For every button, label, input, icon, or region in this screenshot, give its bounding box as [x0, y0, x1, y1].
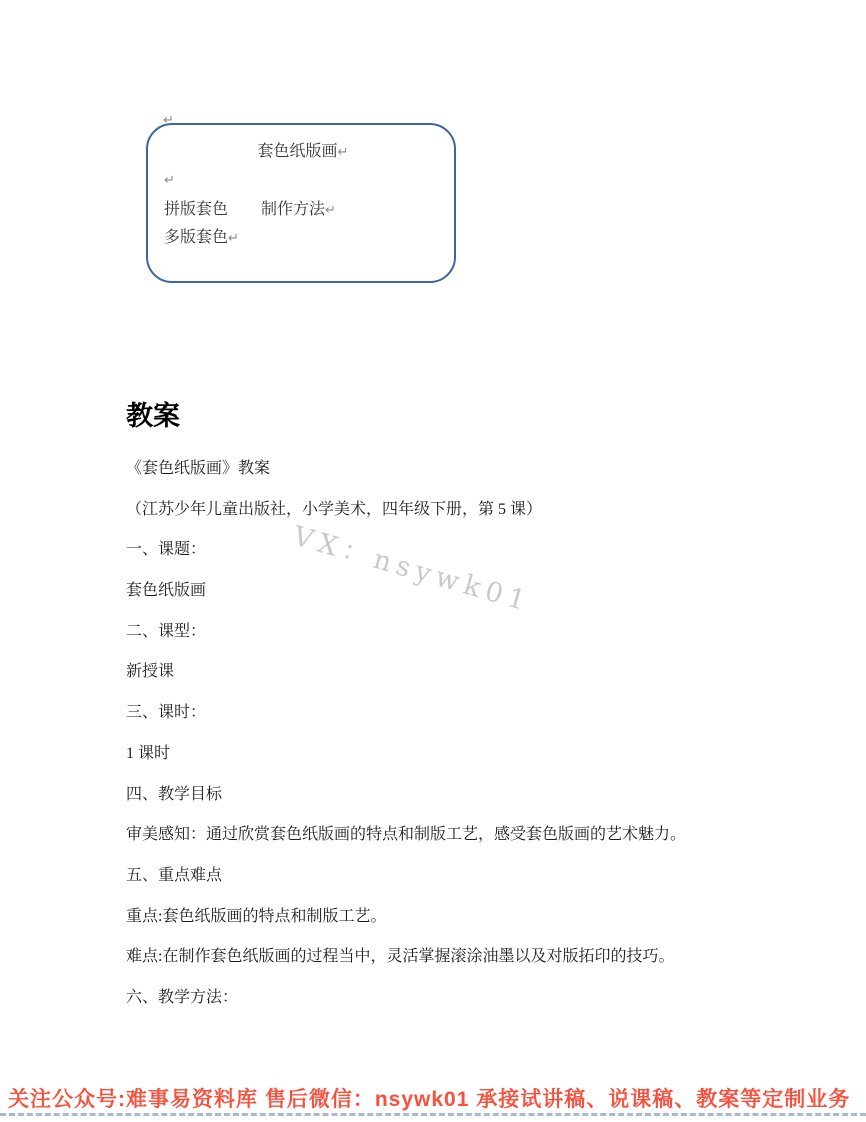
- paragraph: 1 课时: [126, 744, 171, 762]
- paragraph: 四、教学目标: [126, 785, 223, 803]
- watermark: VX：nsywk01: [289, 520, 535, 619]
- paragraph: （江苏少年儿童出版社，小学美术，四年级下册，第 5 课）: [126, 500, 543, 518]
- box-row-2: [164, 224, 442, 247]
- paragraph: 重点:套色纸版画的特点和制版工艺。: [126, 907, 387, 925]
- paragraph: 二、课型：: [126, 622, 207, 640]
- paragraph-mark-icon: ↵: [228, 231, 239, 246]
- paragraph-mark-icon: ↵: [337, 145, 349, 160]
- paragraph: 六、教学方法：: [126, 988, 239, 1006]
- box-empty-line: [164, 171, 442, 189]
- paragraph: 审美感知：通过欣赏套色纸版画的特点和制版工艺，感受套色版画的艺术魅力。: [126, 826, 687, 844]
- paragraph: 一、课题：: [126, 541, 207, 559]
- paragraph: 套色纸版画: [126, 582, 207, 600]
- box-title-line: [164, 138, 442, 161]
- paragraph: 三、课时：: [126, 704, 207, 722]
- paragraph-mark-icon: ↵: [163, 113, 174, 128]
- paragraph: 《套色纸版画》教案: [126, 460, 271, 477]
- box-row2-text: 多版套色: [164, 229, 229, 246]
- promo-banner: 关注公众号:难事易资料库 售后微信：nsywk01 承接试讲稿、说课稿、教案等定制业务: [8, 1088, 851, 1111]
- page-title: 教案: [126, 401, 180, 431]
- box-row1-right: 制作方法: [261, 201, 326, 218]
- paragraph-mark-icon: ↵: [325, 203, 336, 218]
- rounded-text-box: [146, 113, 456, 283]
- paragraph: 五、重点难点: [126, 866, 223, 884]
- document-body: [126, 460, 786, 1030]
- box-row1-left: 拼版套色: [164, 201, 229, 218]
- paragraph: 难点:在制作套色纸版画的过程当中，灵活掌握滚涂油墨以及对版拓印的技巧。: [126, 948, 675, 966]
- box-row-1: [164, 196, 442, 219]
- paragraph-mark-icon: ↵: [164, 173, 175, 188]
- paragraph: 新授课: [126, 663, 175, 681]
- box-title: 套色纸版画: [257, 143, 338, 160]
- bottom-divider: [0, 1113, 866, 1116]
